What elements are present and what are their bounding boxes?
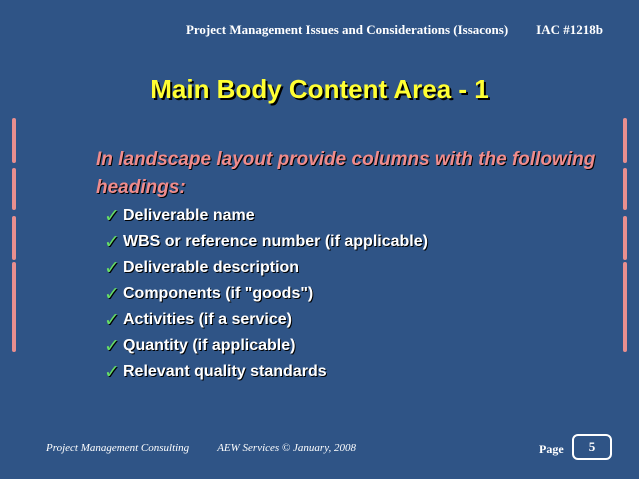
intro-text: In landscape layout provide columns with the following headings: bbox=[96, 149, 596, 198]
list-item bbox=[104, 308, 428, 334]
left-accent-bar bbox=[12, 118, 16, 163]
list-item bbox=[104, 334, 428, 360]
footer-company: Project Management Consulting bbox=[46, 442, 190, 454]
checkmark-icon: ✓ bbox=[104, 309, 120, 331]
right-accent-bar bbox=[623, 262, 627, 352]
left-accent-bar bbox=[12, 168, 16, 210]
list-item-label: Deliverable description bbox=[123, 259, 300, 276]
list-item bbox=[104, 256, 428, 282]
right-accent-bar bbox=[623, 118, 627, 163]
checkmark-icon: ✓ bbox=[104, 361, 120, 383]
slide-title: Main Body Content Area - 1 bbox=[150, 74, 489, 104]
left-accent-bar bbox=[12, 216, 16, 260]
list-item-label: Activities (if a service) bbox=[123, 311, 292, 328]
right-accent-bar bbox=[623, 216, 627, 260]
checkmark-icon: ✓ bbox=[104, 205, 120, 227]
list-item bbox=[104, 360, 428, 386]
checkmark-icon: ✓ bbox=[104, 231, 120, 253]
course-title: Project Management Issues and Considerations (Issacons) bbox=[185, 22, 509, 37]
checkmark-icon: ✓ bbox=[104, 257, 120, 279]
slide-footer bbox=[46, 442, 356, 454]
list-item-label: Quantity (if applicable) bbox=[123, 337, 296, 354]
course-reference: IAC #1218b bbox=[536, 22, 603, 37]
checkmark-icon: ✓ bbox=[104, 283, 120, 305]
list-item-label: Relevant quality standards bbox=[123, 363, 327, 380]
list-item bbox=[104, 204, 428, 230]
list-item-label: Components (if "goods") bbox=[123, 285, 314, 302]
headings-list bbox=[104, 204, 428, 386]
footer-copyright: AEW Services © January, 2008 bbox=[217, 442, 356, 454]
checkmark-icon: ✓ bbox=[104, 335, 120, 357]
page-number: 5 bbox=[572, 434, 612, 460]
list-item-label: WBS or reference number (if applicable) bbox=[123, 233, 428, 250]
right-accent-bar bbox=[623, 168, 627, 210]
list-item-label: Deliverable name bbox=[123, 207, 255, 224]
page-label: Page bbox=[539, 442, 564, 456]
left-accent-bar bbox=[12, 262, 16, 352]
list-item bbox=[104, 282, 428, 308]
slide-header bbox=[186, 22, 603, 38]
list-item bbox=[104, 230, 428, 256]
